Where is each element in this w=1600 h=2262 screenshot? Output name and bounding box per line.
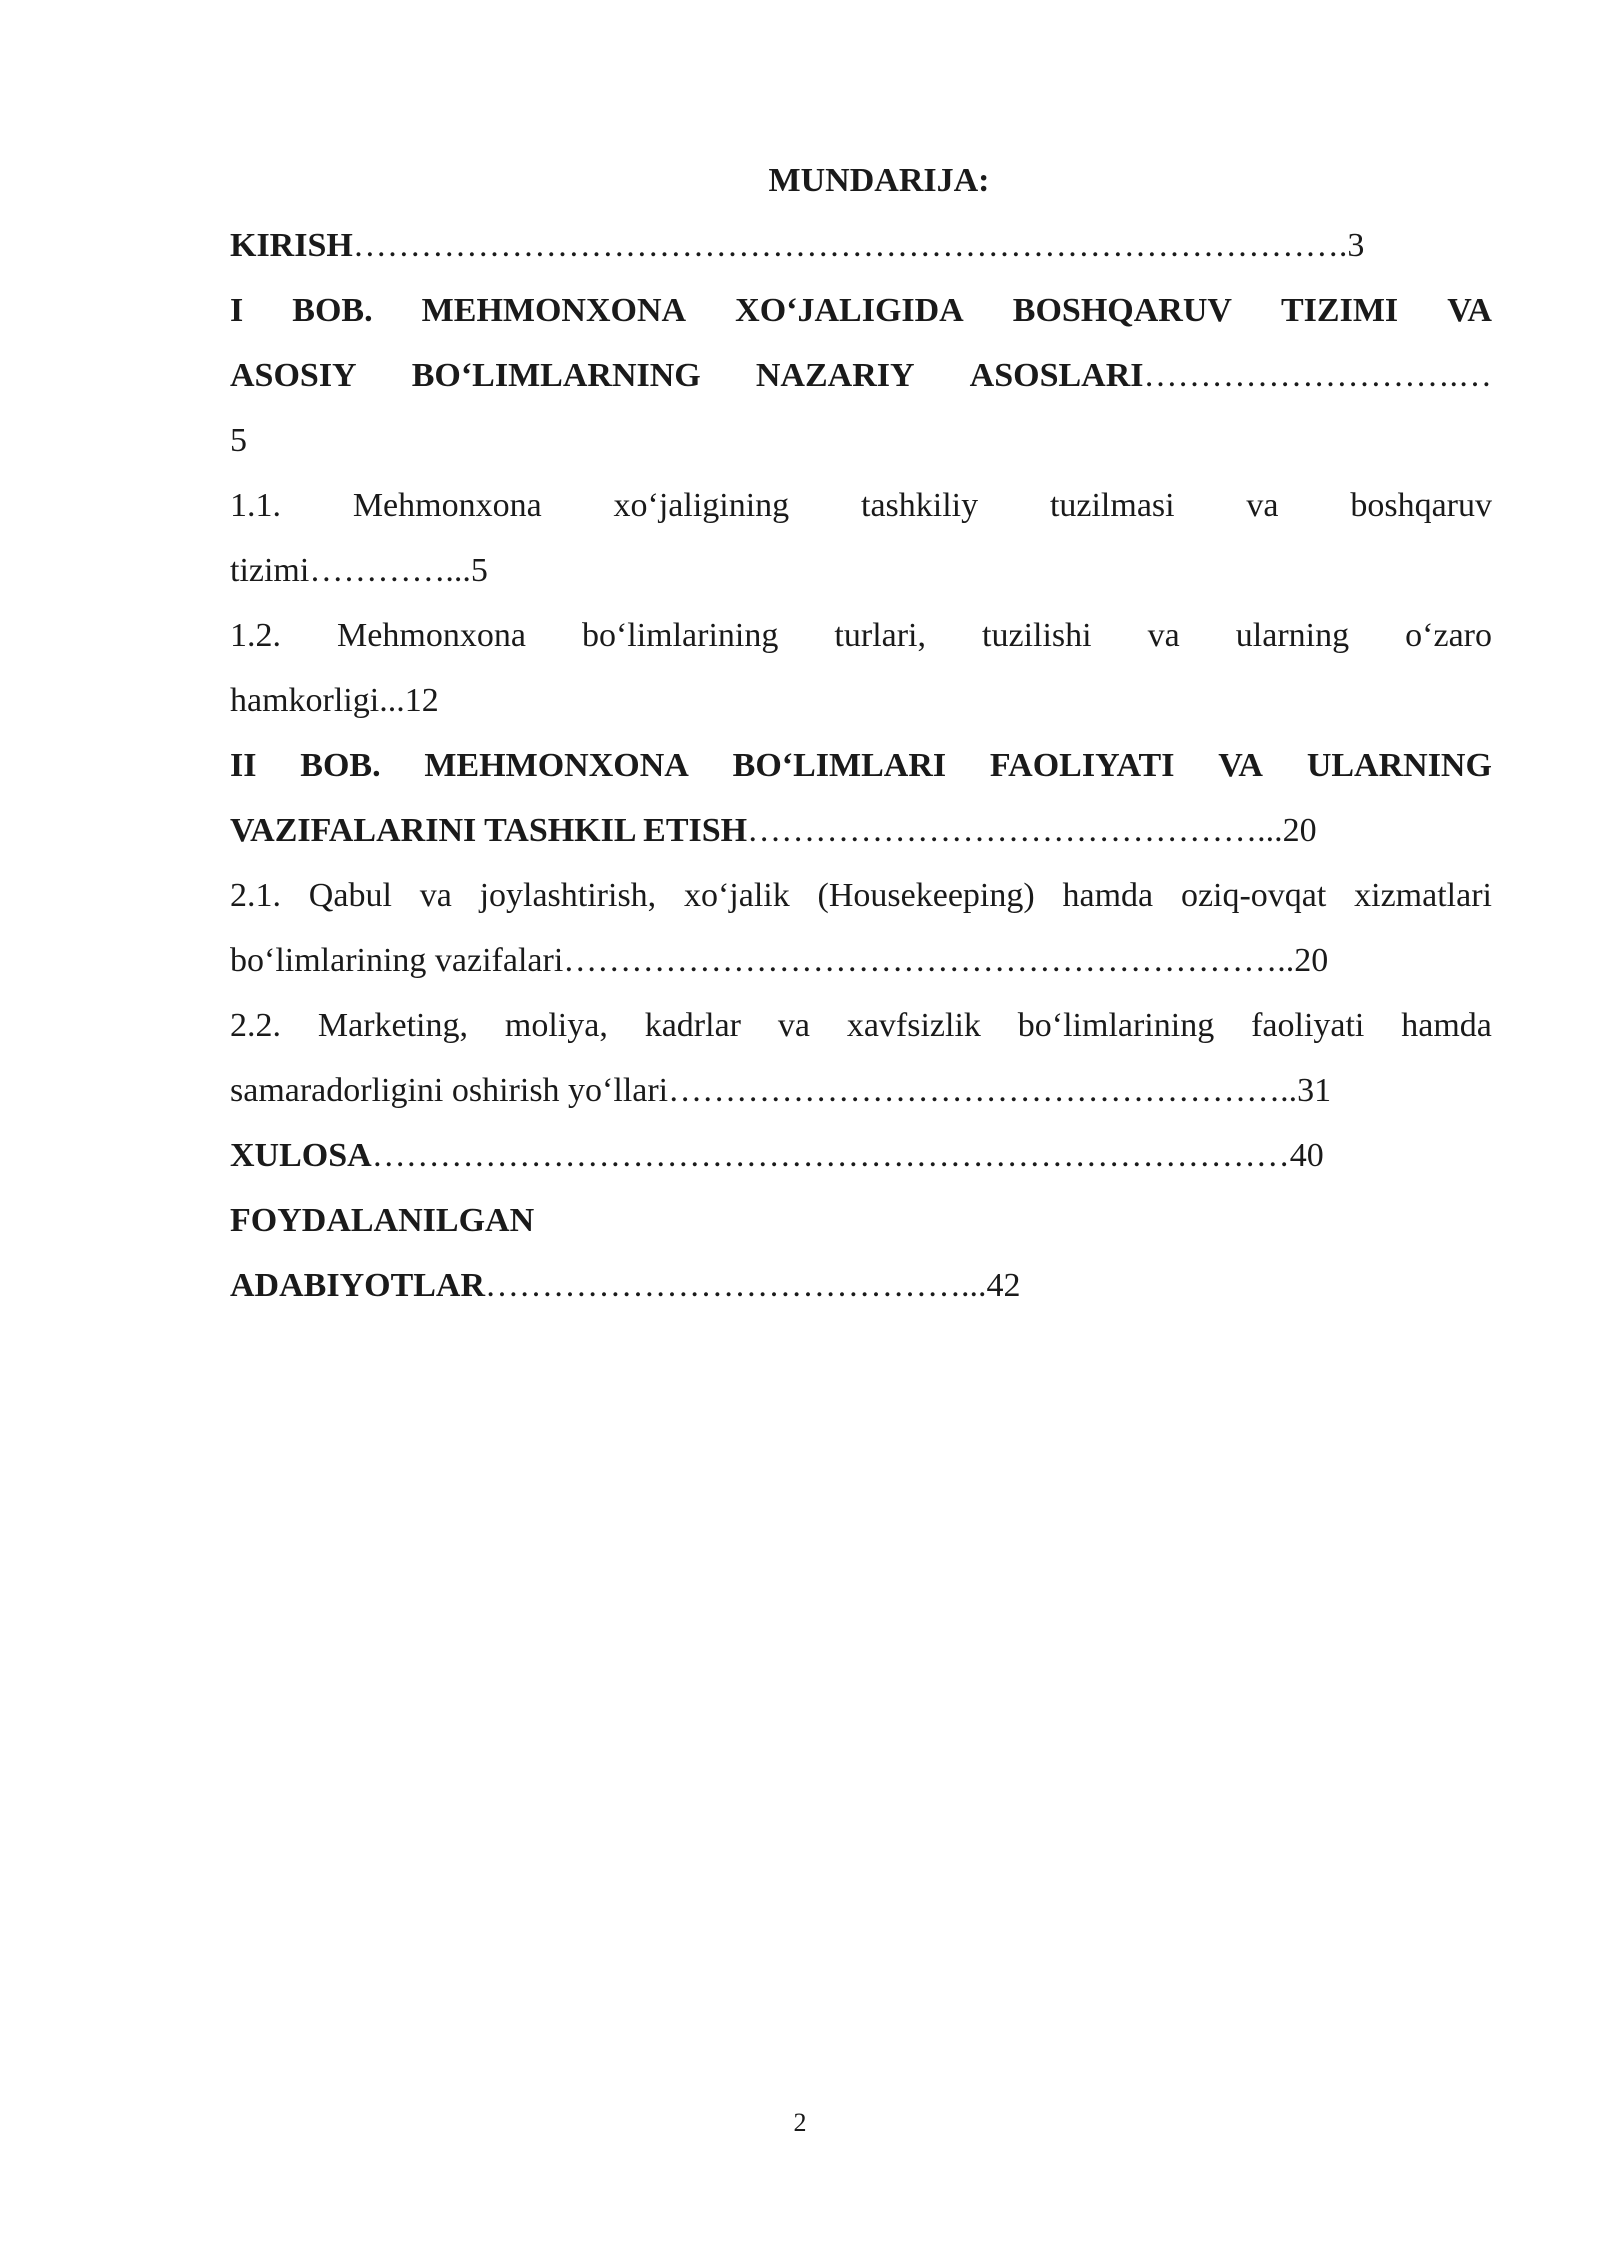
toc-entry-section-1-2[interactable] bbox=[230, 603, 1492, 733]
toc-entry-references[interactable] bbox=[230, 1188, 1492, 1318]
chapter-1-line-3 bbox=[230, 408, 1492, 473]
chapter-2-line-2 bbox=[230, 798, 1492, 863]
table-of-contents bbox=[230, 148, 1492, 1318]
page-number: 2 bbox=[793, 2108, 807, 2137]
toc-entry-xulosa[interactable] bbox=[230, 1123, 1492, 1188]
section-2-2-line-2: samaradorligini oshirish yo‘llari………………………………………………..31 bbox=[230, 1072, 1332, 1109]
toc-page-number: 42 bbox=[986, 1267, 1021, 1304]
chapter-1-line-2: ASOSIY BO‘LIMLARNING NAZARIY ASOSLARI……………………….… bbox=[230, 357, 1492, 394]
chapter-1-line-1: I BOB. MEHMONXONA XO‘JALIGIDA BOSHQARUV TIZIMI VA bbox=[230, 292, 1492, 329]
section-1-2-line-1: 1.2. Mehmonxona bo‘limlarining turlari, tuzilishi va ularning o‘zaro bbox=[230, 617, 1492, 654]
leader-dots: ……………………………………………………….. bbox=[563, 942, 1295, 979]
toc-entry-kirish[interactable] bbox=[230, 213, 1492, 278]
toc-entry-label: KIRISH bbox=[230, 227, 353, 264]
section-1-2-line-2: hamkorligi...12 bbox=[230, 682, 439, 719]
toc-page-number: 3 bbox=[1347, 227, 1365, 264]
leader-dots: ……………………………………... bbox=[485, 1267, 987, 1304]
references-line-1: FOYDALANILGAN bbox=[230, 1202, 535, 1239]
toc-entry-label: XULOSA bbox=[230, 1137, 372, 1174]
toc-page-number: 5 bbox=[230, 422, 247, 459]
toc-title: MUNDARIJA: bbox=[768, 162, 990, 199]
leader-dots: ……………………………………………………………………………. bbox=[352, 227, 1348, 264]
section-2-1-line-2: bo‘limlarining vazifalari………………………………………………………..20 bbox=[230, 942, 1329, 979]
section-2-1-line-1: 2.1. Qabul va joylashtirish, xo‘jalik (Housekeeping) hamda oziq-ovqat xizmatlari bbox=[230, 877, 1492, 914]
toc-page-number: 20 bbox=[1282, 812, 1317, 849]
toc-page-number: 31 bbox=[1297, 1072, 1332, 1109]
toc-entry-label: ADABIYOTLAR bbox=[230, 1267, 486, 1304]
toc-entry-section-2-2[interactable] bbox=[230, 993, 1492, 1123]
leader-dots: ………………………………………... bbox=[747, 812, 1283, 849]
toc-entry-chapter-1[interactable] bbox=[230, 278, 1492, 473]
toc-entry-chapter-2[interactable] bbox=[230, 733, 1492, 863]
leader-dots: ……………………………………………………………………… bbox=[371, 1137, 1290, 1174]
toc-entry-section-2-1[interactable] bbox=[230, 863, 1492, 993]
references-line-2 bbox=[230, 1253, 1492, 1318]
toc-page-number: 20 bbox=[1294, 942, 1329, 979]
leader-dots: ……………………….… bbox=[1143, 357, 1492, 394]
chapter-2-line-1: II BOB. MEHMONXONA BO‘LIMLARI FAOLIYATI VA ULARNING bbox=[230, 747, 1492, 784]
leader-dots: ……………………………………………….. bbox=[668, 1072, 1298, 1109]
toc-page-number: 40 bbox=[1289, 1137, 1324, 1174]
section-1-1-line-1: 1.1. Mehmonxona xo‘jaligining tashkiliy tuzilmasi va boshqaruv bbox=[230, 487, 1492, 524]
toc-entry-section-1-1[interactable] bbox=[230, 473, 1492, 603]
toc-entry-label: VAZIFALARINI TASHKIL ETISH bbox=[230, 812, 748, 849]
section-1-1-line-2: tizimi…………...5 bbox=[230, 552, 488, 589]
section-2-2-line-1: 2.2. Marketing, moliya, kadrlar va xavfsizlik bo‘limlarining faoliyati hamda bbox=[230, 1007, 1492, 1044]
